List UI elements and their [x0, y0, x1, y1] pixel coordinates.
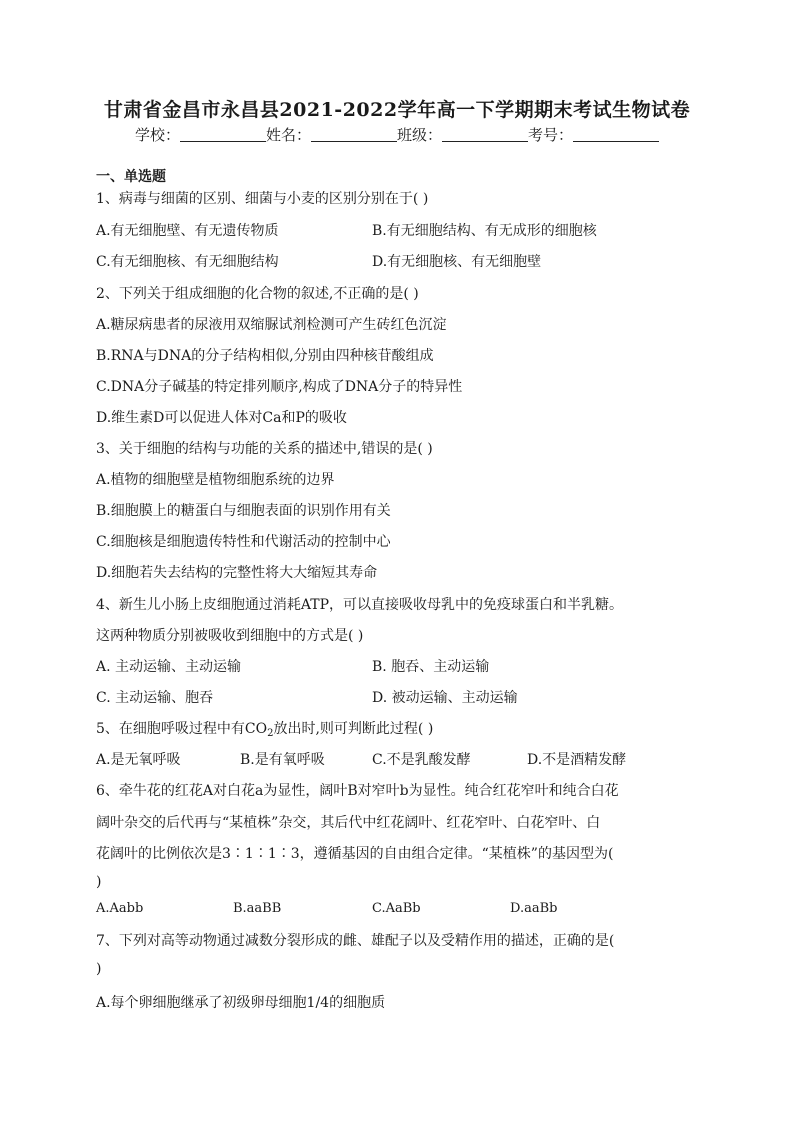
- q7-option-a: A.每个卵细胞继承了初级卵母细胞1/4的细胞质: [96, 995, 386, 1011]
- q6-stem-line3: 花阔叶的比例依次是3∶1∶1∶3，遵循基因的自由组合定律。“某植株”的基因型为(: [96, 846, 614, 862]
- q6-option-c: C.AaBb: [372, 901, 421, 916]
- q2-option-d: D.维生素D可以促进人体对Ca和P的吸收: [96, 410, 347, 426]
- q1-option-a: A.有无细胞壁、有无遗传物质: [96, 223, 279, 239]
- q3-option-d: D.细胞若失去结构的完整性将大大缩短其寿命: [96, 565, 378, 581]
- q4-stem-line1: 4、新生儿小肠上皮细胞通过消耗ATP，可以直接吸收母乳中的免疫球蛋白和半乳糖。: [96, 597, 624, 613]
- q5-stem-subscript: 2: [267, 728, 274, 739]
- school-blank[interactable]: [180, 125, 266, 142]
- q2-option-b: B.RNA与DNA的分子结构相似,分别由四种核苷酸组成: [96, 348, 434, 364]
- q7-stem-line1: 7、下列对高等动物通过减数分裂形成的雌、雄配子以及受精作用的描述，正确的是(: [96, 933, 615, 949]
- q4-option-c: C. 主动运输、胞吞: [96, 690, 214, 706]
- q6-option-d: D.aaBb: [510, 901, 558, 916]
- q3-option-b: B.细胞膜上的糖蛋白与细胞表面的识别作用有关: [96, 503, 391, 519]
- exam-no-label: 考号：: [528, 126, 574, 144]
- q7-stem-line2: ): [96, 961, 102, 977]
- q5-stem: [96, 718, 433, 738]
- q6-stem-line4: ): [96, 874, 102, 890]
- q5-option-b: B.是有氧呼吸: [240, 752, 325, 768]
- class-label: 班级：: [397, 126, 443, 144]
- q4-option-b: B. 胞吞、主动运输: [372, 659, 490, 675]
- q3-option-a: A.植物的细胞壁是植物细胞系统的边界: [96, 472, 335, 488]
- q5-option-a: A.是无氧呼吸: [96, 752, 181, 768]
- name-label: 姓名：: [265, 126, 311, 144]
- q1-option-b: B.有无细胞结构、有无成形的细胞核: [372, 223, 597, 239]
- school-label: 学校：: [134, 126, 180, 144]
- q6-option-a: A.Aabb: [96, 901, 144, 916]
- q5-option-d: D.不是酒精发酵: [527, 752, 627, 768]
- section-heading: 一、单选题: [96, 169, 166, 185]
- q4-stem-line2: 这两种物质分别被吸收到细胞中的方式是( ): [96, 628, 364, 644]
- exam-no-blank[interactable]: [573, 125, 659, 142]
- q1-stem: 1、病毒与细菌的区别、细菌与小麦的区别分别在于( ): [96, 191, 429, 207]
- q6-stem-line2: 阔叶杂交的后代再与“某植株”杂交，其后代中红花阔叶、红花窄叶、白花窄叶、白: [96, 815, 601, 831]
- class-blank[interactable]: [442, 125, 528, 142]
- q1-option-c: C.有无细胞核、有无细胞结构: [96, 254, 279, 270]
- q5-stem-suffix: 放出时,则可判断此过程( ): [273, 721, 434, 737]
- q4-option-d: D. 被动运输、主动运输: [372, 690, 518, 706]
- q3-stem: 3、关于细胞的结构与功能的关系的描述中,错误的是( ): [96, 441, 433, 457]
- q6-option-b: B.aaBB: [233, 901, 282, 916]
- student-info-row: [0, 124, 794, 145]
- q3-option-c: C.细胞核是细胞遗传特性和代谢活动的控制中心: [96, 534, 391, 550]
- q4-option-a: A. 主动运输、主动运输: [96, 659, 242, 675]
- q2-option-c: C.DNA分子碱基的特定排列顺序,构成了DNA分子的特异性: [96, 379, 463, 395]
- q1-option-d: D.有无细胞核、有无细胞壁: [372, 254, 542, 270]
- name-blank[interactable]: [311, 125, 397, 142]
- q5-stem-prefix: 5、在细胞呼吸过程中有CO: [96, 721, 268, 737]
- q2-stem: 2、下列关于组成细胞的化合物的叙述,不正确的是( ): [96, 286, 419, 302]
- q2-option-a: A.糖尿病患者的尿液用双缩脲试剂检测可产生砖红色沉淀: [96, 317, 447, 333]
- q6-stem-line1: 6、牵牛花的红花A对白花a为显性，阔叶B对窄叶b为显性。纯合红花窄叶和纯合白花: [96, 783, 619, 799]
- exam-title: 甘肃省金昌市永昌县2021-2022学年高一下学期期末考试生物试卷: [103, 99, 691, 121]
- q5-option-c: C.不是乳酸发酵: [372, 752, 471, 768]
